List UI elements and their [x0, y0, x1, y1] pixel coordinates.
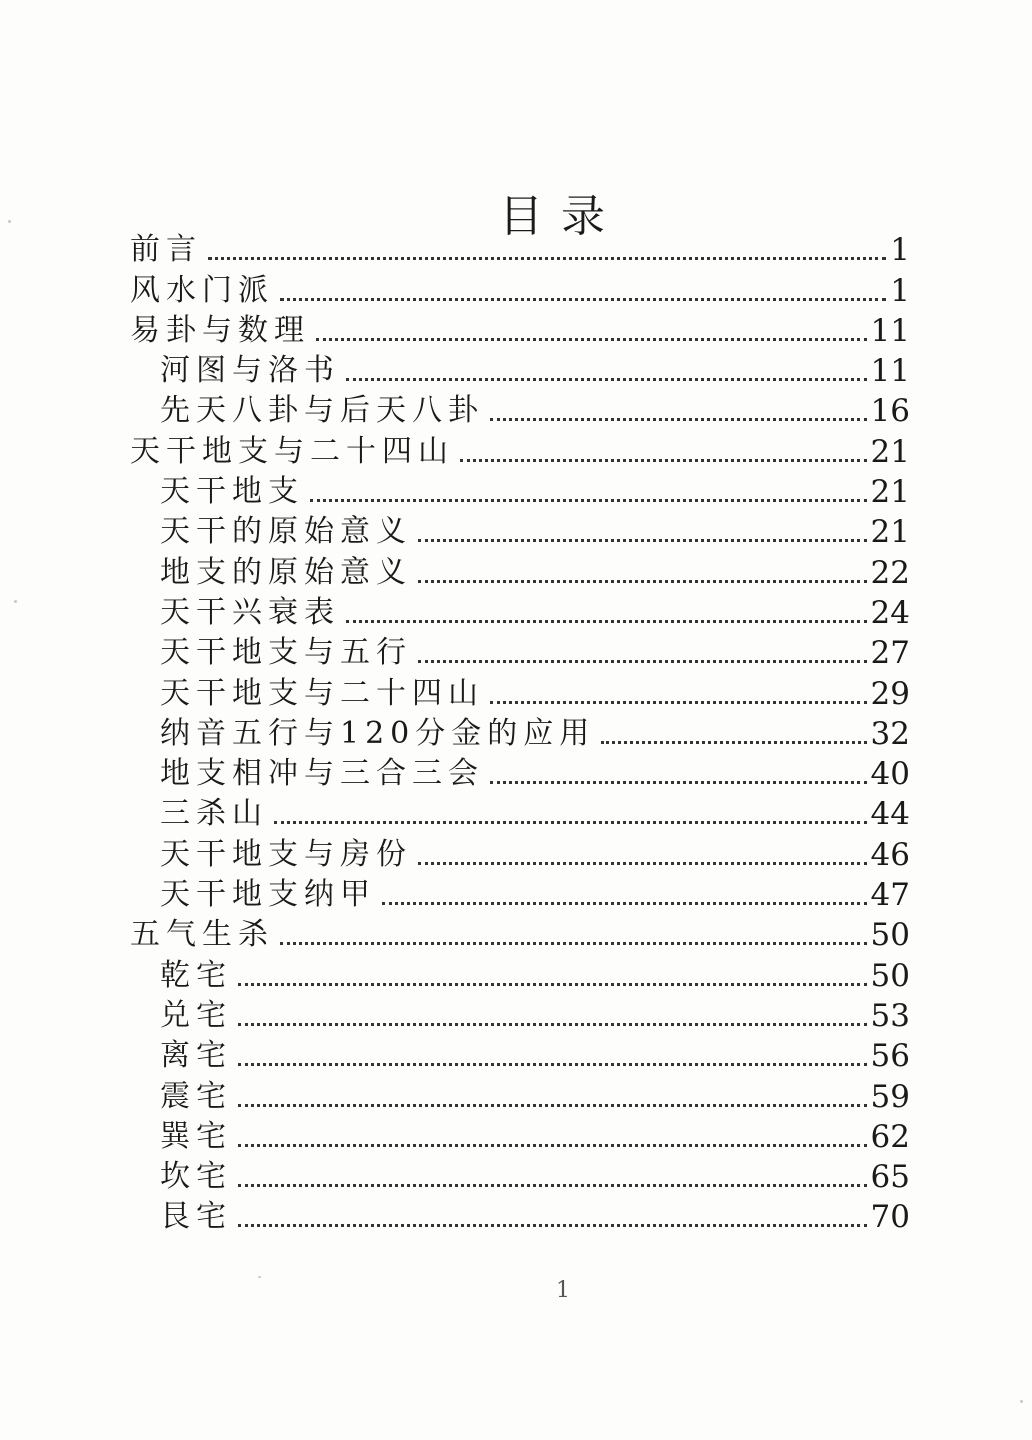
toc-entry-page: 53: [870, 997, 910, 1034]
toc-entry: [130, 832, 910, 872]
toc-entry-page: 11: [870, 312, 910, 349]
toc-entry: [130, 1195, 910, 1235]
toc-entry-label: 天干地支纳甲: [160, 877, 376, 913]
toc-entry-page: 21: [870, 514, 910, 551]
toc-entry: [130, 389, 910, 429]
toc-entry-label: 天干地支: [160, 474, 304, 510]
dot-leader: [490, 417, 867, 421]
toc-list: [130, 228, 910, 1235]
toc-entry-page: 16: [870, 393, 910, 430]
toc-entry-page: 21: [870, 474, 910, 511]
dot-leader: [460, 458, 867, 462]
toc-entry-label: 天干地支与房份: [160, 836, 412, 872]
dot-leader: [208, 256, 886, 260]
toc-entry-label: 地支的原始意义: [160, 554, 412, 590]
dot-leader: [238, 1103, 867, 1107]
toc-entry-page: 24: [870, 594, 910, 631]
toc-entry: [130, 228, 910, 268]
toc-entry: [130, 550, 910, 590]
toc-title: 目录: [499, 191, 623, 242]
toc-entry: [130, 913, 910, 953]
toc-entry-label: 巽宅: [160, 1118, 232, 1154]
toc-entry-page: 50: [870, 917, 910, 954]
toc-entry-page: 70: [870, 1199, 910, 1236]
toc-entry-page: 29: [870, 675, 910, 712]
toc-entry-label: 天干地支与二十四山: [130, 433, 454, 469]
toc-entry-label: 地支相冲与三合三会: [160, 756, 484, 792]
toc-entry: [130, 309, 910, 349]
dot-leader: [490, 780, 867, 784]
toc-entry: [130, 268, 910, 308]
dot-leader: [382, 901, 867, 905]
toc-entry: [130, 953, 910, 993]
toc-entry-label: 天干地支与五行: [160, 635, 412, 671]
toc-entry-page: 1: [890, 232, 910, 269]
dot-leader: [238, 1062, 867, 1066]
toc-entry-page: 21: [870, 433, 910, 470]
toc-entry: [130, 591, 910, 631]
toc-entry-page: 40: [870, 756, 910, 793]
toc-entry-label: 先天八卦与后天八卦: [160, 393, 484, 429]
toc-entry-label: 坎宅: [160, 1159, 232, 1195]
toc-entry-page: 62: [870, 1118, 910, 1155]
toc-entry: [130, 1155, 910, 1195]
dot-leader: [280, 941, 867, 945]
toc-entry: [130, 470, 910, 510]
toc-entry-page: 50: [870, 957, 910, 994]
dot-leader: [238, 1143, 867, 1147]
toc-entry-label: 震宅: [160, 1078, 232, 1114]
toc-entry: [130, 429, 910, 469]
dot-leader: [238, 1183, 867, 1187]
toc-entry: [130, 994, 910, 1034]
page-number: 1: [556, 1278, 570, 1303]
toc-entry-label: 天干兴衰表: [160, 594, 340, 630]
toc-entry-label: 三杀山: [160, 796, 268, 832]
toc-entry-page: 65: [870, 1159, 910, 1196]
dot-leader: [238, 982, 867, 986]
toc-entry-page: 56: [870, 1038, 910, 1075]
toc-entry-page: 22: [870, 554, 910, 591]
toc-entry-label: 易卦与数理: [130, 312, 310, 348]
toc-entry-label: 河图与洛书: [160, 353, 340, 389]
scan-speck: [1020, 1400, 1023, 1403]
toc-entry: [130, 792, 910, 832]
toc-entry: [130, 752, 910, 792]
dot-leader: [418, 659, 867, 663]
toc-entry: [130, 510, 910, 550]
toc-entry-page: 46: [870, 836, 910, 873]
scan-speck: [8, 220, 11, 223]
toc-entry-page: 27: [870, 635, 910, 672]
toc-entry-label: 纳音五行与120分金的应用: [160, 715, 596, 751]
dot-leader: [238, 1223, 867, 1227]
toc-entry-label: 风水门派: [130, 272, 274, 308]
dot-leader: [346, 619, 867, 623]
toc-entry-page: 32: [870, 715, 910, 752]
dot-leader: [280, 297, 886, 301]
scan-speck: [258, 1276, 261, 1278]
toc-entry: [130, 1115, 910, 1155]
dot-leader: [274, 820, 867, 824]
dot-leader: [346, 377, 867, 381]
toc-entry: [130, 631, 910, 671]
toc-entry: [130, 1034, 910, 1074]
dot-leader: [601, 740, 866, 744]
toc-entry: [130, 349, 910, 389]
dot-leader: [316, 337, 867, 341]
toc-entry-label: 兑宅: [160, 997, 232, 1033]
toc-entry: [130, 712, 910, 752]
dot-leader: [418, 861, 867, 865]
toc-entry: [130, 671, 910, 711]
toc-entry-page: 59: [870, 1078, 910, 1115]
toc-entry-label: 五气生杀: [130, 917, 274, 953]
scan-speck: [14, 600, 17, 603]
toc-entry-label: 乾宅: [160, 957, 232, 993]
toc-entry-page: 47: [870, 877, 910, 914]
dot-leader: [418, 579, 867, 583]
toc-entry-label: 天干地支与二十四山: [160, 675, 484, 711]
toc-entry-label: 前言: [130, 232, 202, 268]
toc-entry-page: 11: [870, 353, 910, 390]
toc-entry: [130, 1074, 910, 1114]
dot-leader: [418, 538, 867, 542]
dot-leader: [310, 498, 867, 502]
toc-entry-page: 44: [870, 796, 910, 833]
toc-entry-label: 艮宅: [160, 1199, 232, 1235]
dot-leader: [238, 1022, 867, 1026]
toc-entry-label: 离宅: [160, 1038, 232, 1074]
dot-leader: [490, 700, 867, 704]
toc-entry: [130, 873, 910, 913]
toc-entry-label: 天干的原始意义: [160, 514, 412, 550]
toc-entry-page: 1: [890, 272, 910, 309]
